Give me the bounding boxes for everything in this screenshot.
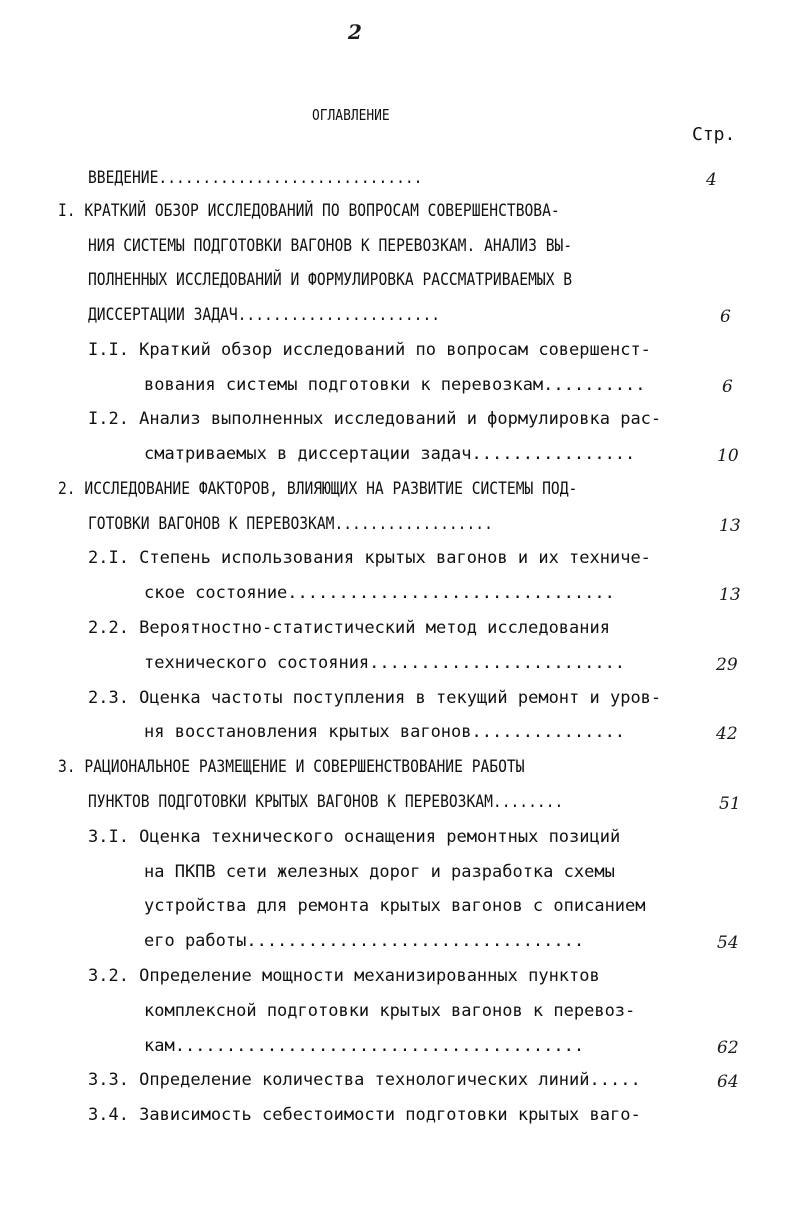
toc-line	[0, 757, 794, 787]
toc-line-text: его работы.................................	[144, 931, 585, 951]
toc-line-page: 10	[717, 446, 739, 466]
toc-line-text: кам........................................	[144, 1036, 585, 1056]
toc-line	[0, 340, 794, 370]
toc-line-text: ПУНКТОВ ПОДГОТОВКИ КРЫТЫХ ВАГОНОВ К ПЕРЕВОЗКАМ........	[88, 792, 564, 812]
toc-line-page: 13	[719, 585, 741, 605]
toc-line	[0, 409, 794, 439]
toc-line	[0, 862, 794, 892]
toc-line	[0, 479, 794, 509]
toc-line-text: ня восстановления крытых вагонов...............	[144, 722, 626, 742]
toc-line	[0, 201, 794, 231]
toc-line-text: I. КРАТКИЙ ОБЗОР ИССЛЕДОВАНИЙ ПО ВОПРОСАМ СОВЕРШЕНСТВОВА-	[58, 201, 560, 221]
toc-line-text: устройства для ремонта крытых вагонов с описанием	[144, 896, 646, 916]
toc-line	[0, 618, 794, 648]
toc-line-text: 3.3. Определение количества технологических линий.....	[88, 1070, 641, 1090]
toc-line-page: 42	[716, 724, 738, 744]
toc-line-page: 64	[717, 1072, 739, 1092]
toc-line	[0, 236, 794, 266]
toc-line-text: 2.2. Вероятностно-статистический метод исследования	[88, 618, 610, 638]
toc-line	[0, 548, 794, 578]
toc-line-text: ПОЛНЕННЫХ ИССЛЕДОВАНИЙ И ФОРМУЛИРОВКА РАССМАТРИВАЕМЫХ В	[88, 270, 573, 290]
toc-line-text: 3.I. Оценка технического оснащения ремонтных позиций	[88, 827, 621, 847]
toc-line-text: ское состояние................................	[144, 583, 615, 603]
toc-line-text: I.I. Краткий обзор исследований по вопросам совершенст-	[88, 340, 651, 360]
toc-line-text: I.2. Анализ выполненных исследований и формулировка рас-	[88, 409, 662, 429]
toc-line-text: 2.3. Оценка частоты поступления в текущий ремонт и уров-	[88, 688, 662, 708]
toc-line-page: 62	[717, 1038, 739, 1058]
toc-line	[0, 1036, 794, 1066]
toc-line	[0, 444, 794, 474]
toc-line-text: комплексной подготовки крытых вагонов к перевоз-	[144, 1001, 636, 1021]
toc-line	[0, 1105, 794, 1135]
toc-line	[0, 722, 794, 752]
toc-line-page: 6	[720, 307, 731, 327]
toc-line	[0, 270, 794, 300]
toc-line	[0, 375, 794, 405]
page-number: 2	[348, 20, 362, 44]
toc-line	[0, 931, 794, 961]
toc-line-text: 3.4. Зависимость себестоимости подготовки крытых ваго-	[88, 1105, 641, 1125]
toc-line-page: 51	[719, 794, 741, 814]
toc-line	[0, 688, 794, 718]
toc-line-text: ВВЕДЕНИЕ..............................	[88, 168, 423, 188]
toc-line-text: 2.I. Степень использования крытых вагонов и их техниче-	[88, 548, 651, 568]
toc-line-page: 4	[706, 170, 717, 190]
page-column-header: Стр.	[692, 124, 736, 145]
toc-line-text: НИЯ СИСТЕМЫ ПОДГОТОВКИ ВАГОНОВ К ПЕРЕВОЗКАМ. АНАЛИЗ ВЫ-	[88, 236, 573, 256]
toc-line	[0, 896, 794, 926]
toc-line	[0, 966, 794, 996]
toc-line	[0, 653, 794, 683]
toc-line-text: ГОТОВКИ ВАГОНОВ К ПЕРЕВОЗКАМ..................	[88, 514, 493, 534]
toc-line-text: 3. РАЦИОНАЛЬНОЕ РАЗМЕЩЕНИЕ И СОВЕРШЕНСТВОВАНИЕ РАБОТЫ	[58, 757, 525, 777]
toc-line	[0, 514, 794, 544]
toc-line	[0, 1001, 794, 1031]
toc-line-text: технического состояния.........................	[144, 653, 626, 673]
toc-line-text: вования системы подготовки к перевозкам..........	[144, 375, 646, 395]
toc-line-page: 54	[717, 933, 739, 953]
toc-title: ОГЛАВЛЕНИЕ	[312, 106, 390, 124]
toc-line-text: 2. ИССЛЕДОВАНИЕ ФАКТОРОВ, ВЛИЯЮЩИХ НА РАЗВИТИЕ СИСТЕМЫ ПОД-	[58, 479, 578, 499]
toc-line-page: 29	[716, 655, 738, 675]
toc-line-text: сматриваемых в диссертации задач................	[144, 444, 636, 464]
toc-line-text: 3.2. Определение мощности механизированных пунктов	[88, 966, 600, 986]
toc-line	[0, 827, 794, 857]
toc-line	[0, 305, 794, 335]
toc-line-page: 13	[719, 516, 741, 536]
toc-line	[0, 583, 794, 613]
toc-line-text: на ПКПВ сети железных дорог и разработка схемы	[144, 862, 615, 882]
toc-line-page: 6	[722, 377, 733, 397]
toc-line	[0, 792, 794, 822]
toc-line	[0, 1070, 794, 1100]
toc-line-text: ДИССЕРТАЦИИ ЗАДАЧ.......................	[88, 305, 441, 325]
toc-line	[0, 168, 794, 198]
